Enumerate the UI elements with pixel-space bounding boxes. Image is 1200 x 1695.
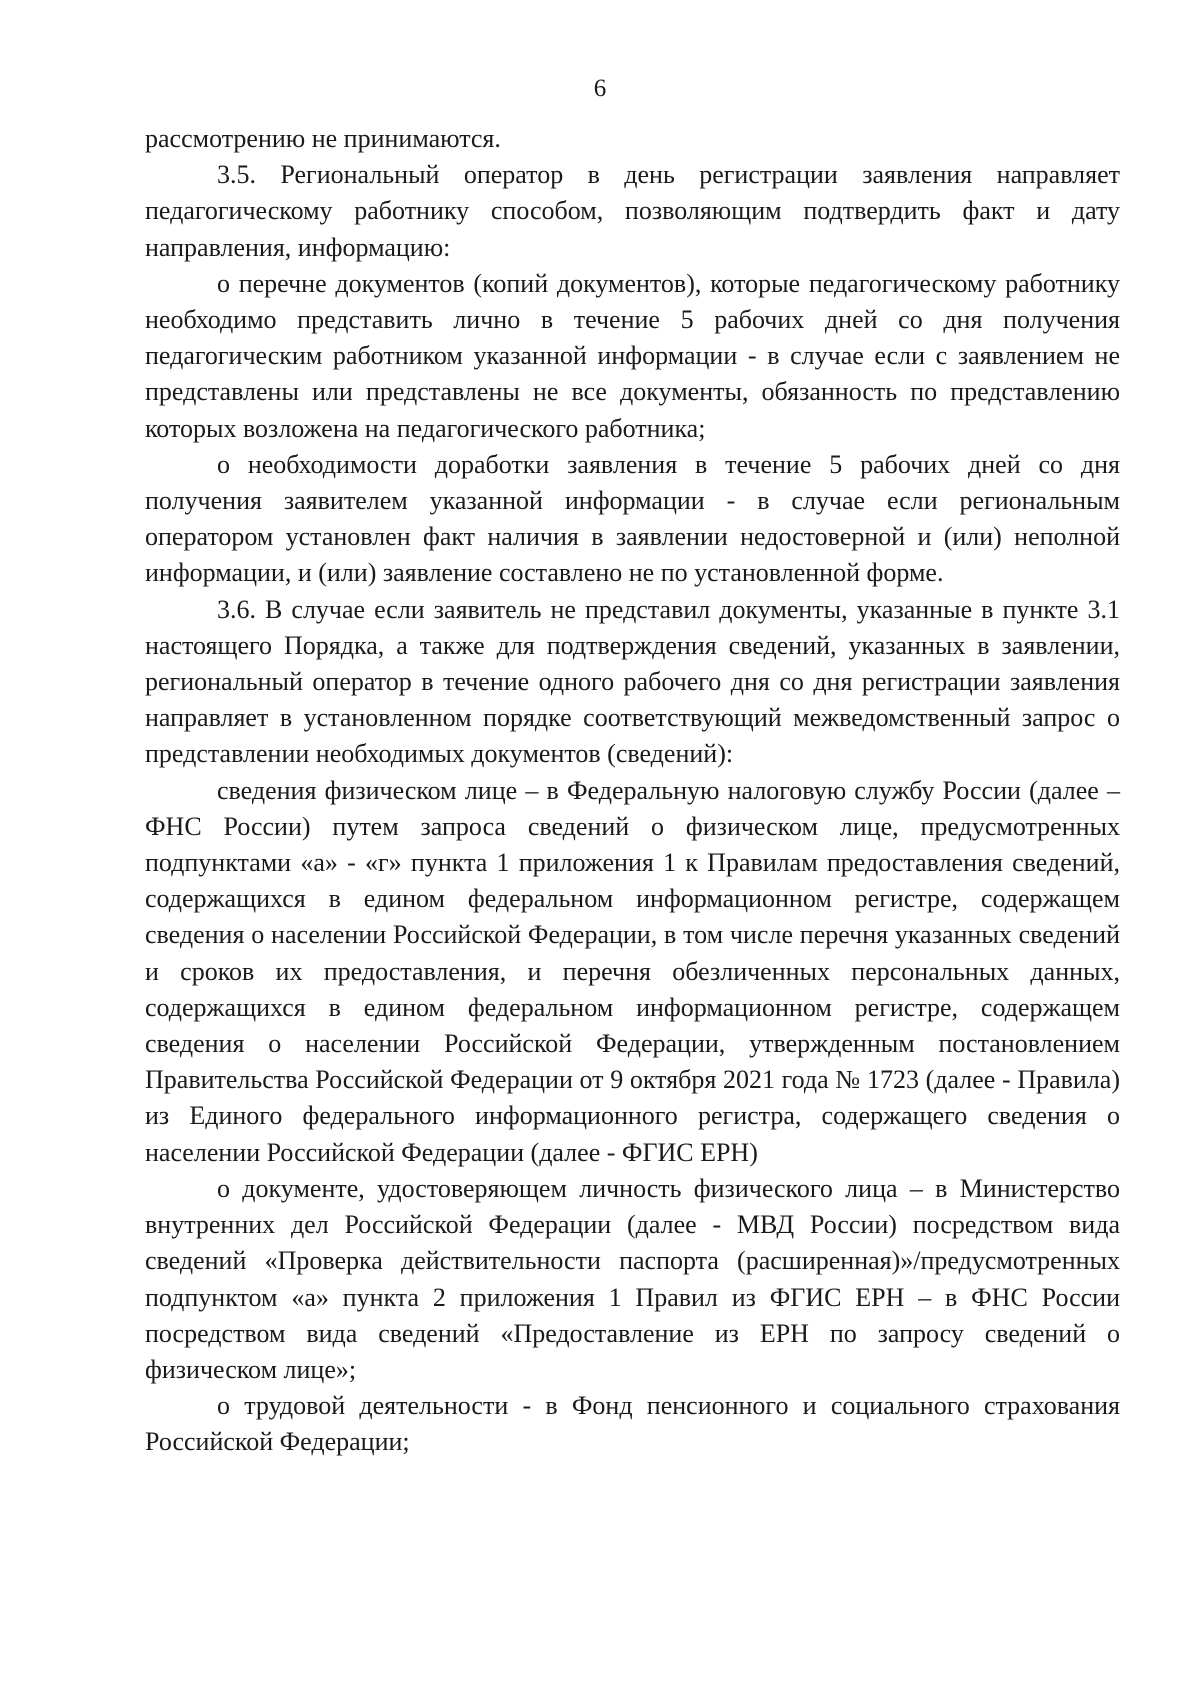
- paragraph-document-list: о перечне документов (копий документов), которые педагогическому работнику необходимо представить лично в течение 5 рабочих дней со дня получения педагогическим работником указанной информации - в случае если с заявлением не представлены или представлены не все документы, обязанность по представлению которых возложена на педагогического работника;: [145, 268, 1120, 443]
- page-number: 6: [593, 75, 607, 102]
- paragraph-continuation: рассмотрению не принимаются.: [145, 124, 501, 153]
- paragraph-3-6: 3.6. В случае если заявитель не представил документы, указанные в пункте 3.1 настоящего Порядка, а также для подтверждения сведений, указанных в заявлении, региональный оператор в течение одного рабочего дня со дня регистрации заявления направляет в установленном порядке соответствующий межведомственный запрос о представлении необходимых документов (сведений):: [145, 594, 1120, 769]
- document-text: [145, 121, 1120, 1461]
- paragraph-revision-needed: о необходимости доработки заявления в течение 5 рабочих дней со дня получения заявителем указанной информации - в случае если региональным оператором установлен факт наличия в заявлении недостоверной и (или) неполной информации, и (или) заявление составлено не по установленной форме.: [145, 449, 1120, 588]
- paragraph-labor-activity: о трудовой деятельности - в Фонд пенсионного и социального страхования Российской Федерации;: [145, 1391, 1120, 1457]
- paragraph-individual-info: сведения физическом лице – в Федеральную налоговую службу России (далее – ФНС России) путем запроса сведений о физическом лице, предусмотренных подпунктами «а» - «г» пункта 1 приложения 1 к Правилам предоставления сведений, содержащихся в едином федеральном информационном регистре, содержащем сведения о населении Российской Федерации, в том числе перечня указанных сведений и сроков их предоставления, и перечня обезличенных персональных данных, содержащихся в едином федеральном информационном регистре, содержащем сведения о населении Российской Федерации, утвержденным постановлением Правительства Российской Федерации от 9 октября 2021 года № 1723 (далее - Правила) из Единого федерального информационного регистра, содержащего сведения о населении Российской Федерации (далее - ФГИС ЕРН): [145, 775, 1120, 1167]
- paragraph-identity-document: о документе, удостоверяющем личность физического лица – в Министерство внутренних дел Российской Федерации (далее - МВД России) посредством вида сведений «Проверка действительности паспорта (расширенная)»/предусмотренных подпунктом «а» пункта 2 приложения 1 Правил из ФГИС ЕРН – в ФНС России посредством вида сведений «Предоставление из ЕРН по запросу сведений о физическом лице»;: [145, 1173, 1120, 1384]
- paragraph-3-5: 3.5. Региональный оператор в день регистрации заявления направляет педагогическому работнику способом, позволяющим подтвердить факт и дату направления, информацию:: [145, 160, 1120, 262]
